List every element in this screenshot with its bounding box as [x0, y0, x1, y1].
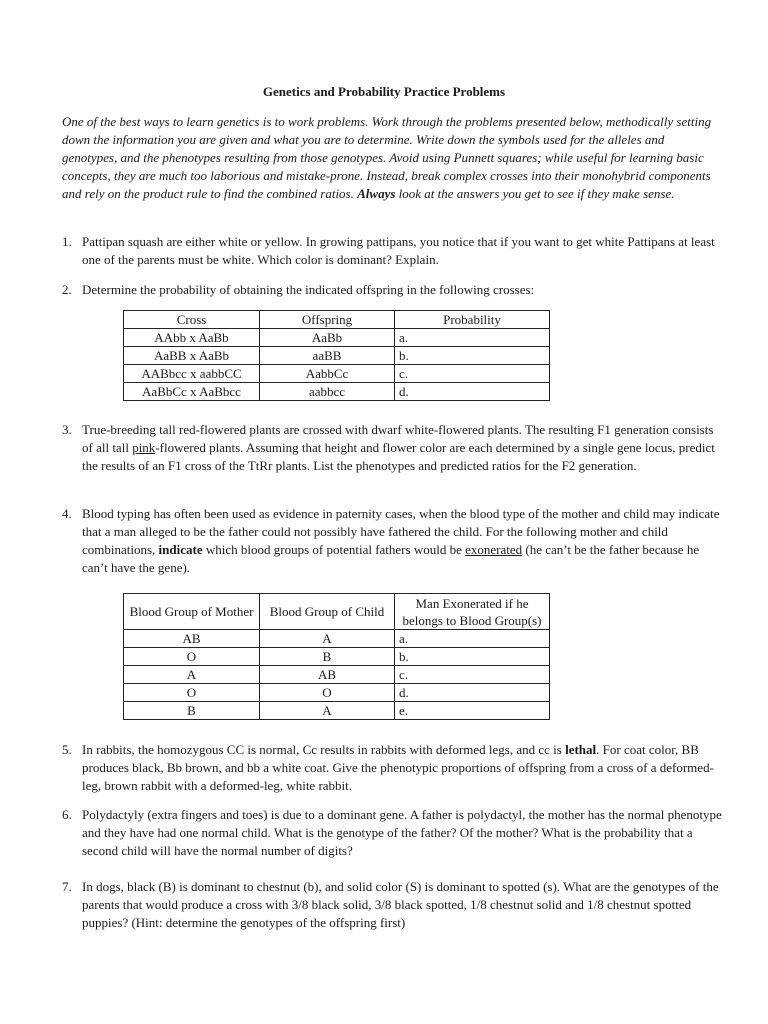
question-number: 1. [62, 234, 72, 249]
column-header: Cross [124, 311, 260, 329]
question-number: 6. [62, 807, 72, 822]
offspring-cell: AaBb [260, 329, 395, 347]
column-header: Blood Group of Child [260, 594, 395, 630]
question-text [82, 505, 722, 577]
question-text: Determine the probability of obtaining the indicated offspring in the following crosses: [82, 282, 535, 297]
child-cell: B [260, 648, 395, 666]
question-text [82, 421, 722, 475]
exonerated-cell[interactable]: e. [395, 702, 550, 720]
page-title: Genetics and Probability Practice Problems [262, 84, 506, 99]
probability-cell[interactable]: b. [395, 347, 550, 365]
cross-cell: AaBbCc x AaBbcc [124, 383, 260, 401]
q5-text-b: . For coat color, BB produces black, Bb brown, and bb a white coat. Give the phenotypic proportions of offspring from a cross of a deformed-leg, brown rabbit with a deformed-leg, white rabbit. [82, 742, 714, 793]
table-header-row [124, 311, 550, 329]
question-5 [62, 741, 722, 795]
cross-cell: AaBB x AaBb [124, 347, 260, 365]
q3-text-a: True-breeding tall red-flowered plants are crossed with dwarf white-flowered plants. The resulting F1 generation consists of all tall [82, 422, 714, 455]
child-cell: A [260, 630, 395, 648]
crosses-table [123, 310, 550, 401]
table-header-row [124, 594, 550, 630]
probability-cell[interactable]: a. [395, 329, 550, 347]
table-row [124, 383, 550, 401]
q4-bold: indicate [158, 542, 203, 557]
child-cell: O [260, 684, 395, 702]
offspring-cell: aabbcc [260, 383, 395, 401]
question-number: 2. [62, 282, 72, 297]
table-row [124, 702, 550, 720]
table-row [124, 365, 550, 383]
question-1 [62, 233, 722, 269]
question-text [82, 741, 722, 795]
q4-text-c: (he can’t be the father because he can’t have the gene). [82, 542, 700, 575]
table-row [124, 666, 550, 684]
question-number: 5. [62, 742, 72, 757]
q4-text-a: Blood typing has often been used as evidence in paternity cases, when the blood type of the mother and child may indicate that a man alleged to be the father could not possibly have fathered the child. For the following mother and child combinations, [82, 506, 720, 557]
question-text: In dogs, black (B) is dominant to chestnut (b), and solid color (S) is dominant to spotted (s). What are the genotypes of the parents that would produce a cross with 3/8 black solid, 3/8 black spotted, 1/8 chestnut solid and 1/8 chestnut spotted puppies? (Hint: determine the genotypes of the offspring first) [82, 879, 719, 930]
q3-text-b: -flowered plants. Assuming that height and flower color are each determined by a single gene locus, predict the results of an F1 cross of the TtRr plants. List the phenotypes and predicted ratios for the F2 generation. [82, 440, 715, 473]
intro-paragraph [62, 113, 712, 203]
column-header: Offspring [260, 311, 395, 329]
table-row [124, 684, 550, 702]
child-cell: A [260, 702, 395, 720]
offspring-cell: aaBB [260, 347, 395, 365]
q5-bold: lethal [565, 742, 597, 757]
table-row [124, 347, 550, 365]
table-row [124, 329, 550, 347]
question-number: 3. [62, 422, 72, 437]
mother-cell: O [124, 684, 260, 702]
question-number: 7. [62, 879, 72, 894]
question-7 [62, 878, 722, 932]
probability-cell[interactable]: c. [395, 365, 550, 383]
intro-text-b: look at the answers you get to see if they make sense. [395, 186, 675, 201]
offspring-cell: AabbCc [260, 365, 395, 383]
exonerated-cell[interactable]: d. [395, 684, 550, 702]
exonerated-cell[interactable]: c. [395, 666, 550, 684]
blood-group-table [123, 593, 550, 720]
child-cell: AB [260, 666, 395, 684]
intro-text-a: One of the best ways to learn genetics is to work problems. Work through the problems presented below, methodically setting down the information you are given and what you are to determine. Write down the symbols used for the alleles and genotypes, and the phenotypes resulting from those genotypes. Avoid using Punnett squares; while useful for learning basic concepts, they are much too laborious and mistake-prone. Instead, break complex crosses into their monohybrid components and rely on the product rule to find the combined ratios. [62, 114, 712, 201]
table-row [124, 630, 550, 648]
question-text: Pattipan squash are either white or yellow. In growing pattipans, you notice that if you want to get white Pattipans at least one of the parents must be white. Which color is dominant? Explain. [82, 234, 715, 267]
column-header: Probability [395, 311, 550, 329]
exonerated-cell[interactable]: b. [395, 648, 550, 666]
table-row [124, 648, 550, 666]
mother-cell: B [124, 702, 260, 720]
exonerated-cell[interactable]: a. [395, 630, 550, 648]
q4-text-b: which blood groups of potential fathers would be [202, 542, 466, 557]
question-text: Polydactyly (extra fingers and toes) is due to a dominant gene. A father is polydactyl, the mother has the normal phenotype and they have had one normal child. What is the genotype of the father? Of the mother? What is the probability that a second child will have the normal number of digits? [82, 807, 722, 858]
question-2 [62, 281, 722, 299]
cross-cell: AAbb x AaBb [124, 329, 260, 347]
intro-always: Always [357, 186, 396, 201]
question-4 [62, 505, 722, 577]
probability-cell[interactable]: d. [395, 383, 550, 401]
column-header: Blood Group of Mother [124, 594, 260, 630]
question-number: 4. [62, 506, 72, 521]
mother-cell: AB [124, 630, 260, 648]
column-header: Man Exonerated if he belongs to Blood Group(s) [395, 594, 550, 630]
question-3 [62, 421, 722, 475]
q5-text-a: In rabbits, the homozygous CC is normal, Cc results in rabbits with deformed legs, and cc is [82, 742, 566, 757]
q3-underline: pink [132, 440, 156, 455]
q4-underline: exonerated [465, 542, 523, 557]
mother-cell: A [124, 666, 260, 684]
mother-cell: O [124, 648, 260, 666]
question-6 [62, 806, 722, 860]
cross-cell: AABbcc x aabbCC [124, 365, 260, 383]
